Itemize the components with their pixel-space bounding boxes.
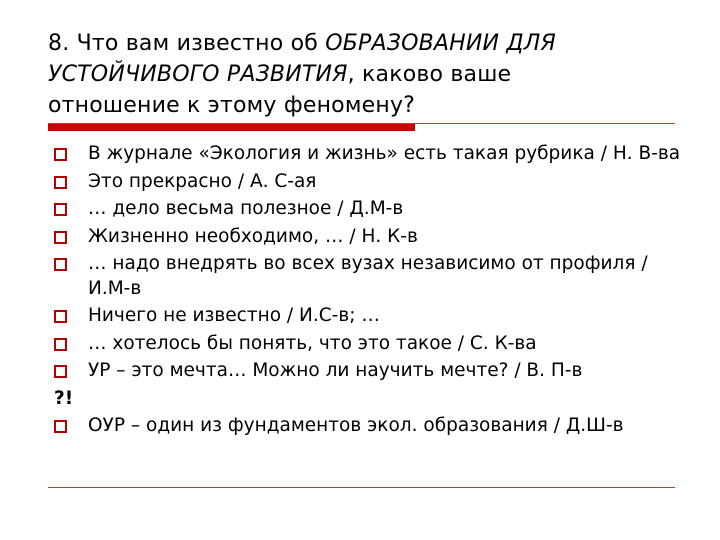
hollow-square-bullet-icon <box>54 338 67 351</box>
list-item-text: … хотелось бы понять, что это такое / С. К-ва <box>88 332 537 354</box>
bottom-rule <box>48 487 675 488</box>
title-line-2 <box>48 59 688 90</box>
list-item <box>54 142 694 167</box>
hollow-square-bullet-icon <box>54 310 67 323</box>
list-item <box>54 332 694 357</box>
list-item-text: … дело весьма полезное / Д.М-в <box>88 198 404 219</box>
hollow-square-bullet-icon <box>54 420 67 433</box>
list-item-text: Жизненно необходимо, … / Н. К-в <box>88 225 418 247</box>
title-line-3: отношение к этому феномену? <box>48 93 416 118</box>
hollow-square-bullet-icon <box>54 258 67 271</box>
list-item-text: Это прекрасно / А. С-ая <box>88 170 317 192</box>
title-line-1-prefix: 8. Что вам известно об <box>48 31 326 56</box>
hollow-square-bullet-icon <box>54 176 67 189</box>
list-item <box>54 225 694 250</box>
hollow-square-bullet-icon <box>54 148 67 161</box>
list-item-text: УР – это мечта… Можно ли научить мечте? / В. П-в <box>88 360 583 381</box>
title-line-1 <box>48 28 688 59</box>
answer-list <box>54 142 694 442</box>
separator-mark: ?! <box>54 387 74 409</box>
list-item-text: … надо внедрять во всех вузах независимо от профиля / И.М-в <box>88 253 648 299</box>
list-item <box>54 414 694 439</box>
title-line-2-emphasis: УСТОЙЧИВОГО РАЗВИТИЯ <box>48 62 348 87</box>
list-item <box>54 170 694 195</box>
list-item <box>54 197 694 222</box>
slide-title <box>48 28 688 121</box>
hollow-square-bullet-icon <box>54 203 67 216</box>
hollow-square-bullet-icon <box>54 365 67 378</box>
title-line-1-emphasis: ОБРАЗОВАНИИ ДЛЯ <box>325 31 557 56</box>
list-item-text: ОУР – один из фундаментов экол. образования / Д.Ш-в <box>88 415 624 436</box>
list-item <box>54 252 694 301</box>
list-item <box>54 359 694 384</box>
title-underline-accent <box>48 124 415 131</box>
hollow-square-bullet-icon <box>54 231 67 244</box>
list-item-text: Ничего не известно / И.С-в; … <box>88 305 380 326</box>
list-item-text: В журнале «Экология и жизнь» есть такая рубрика / Н. В-ва <box>88 143 681 164</box>
list-item <box>54 304 694 329</box>
title-line-2-suffix: , каково ваше <box>347 62 512 87</box>
